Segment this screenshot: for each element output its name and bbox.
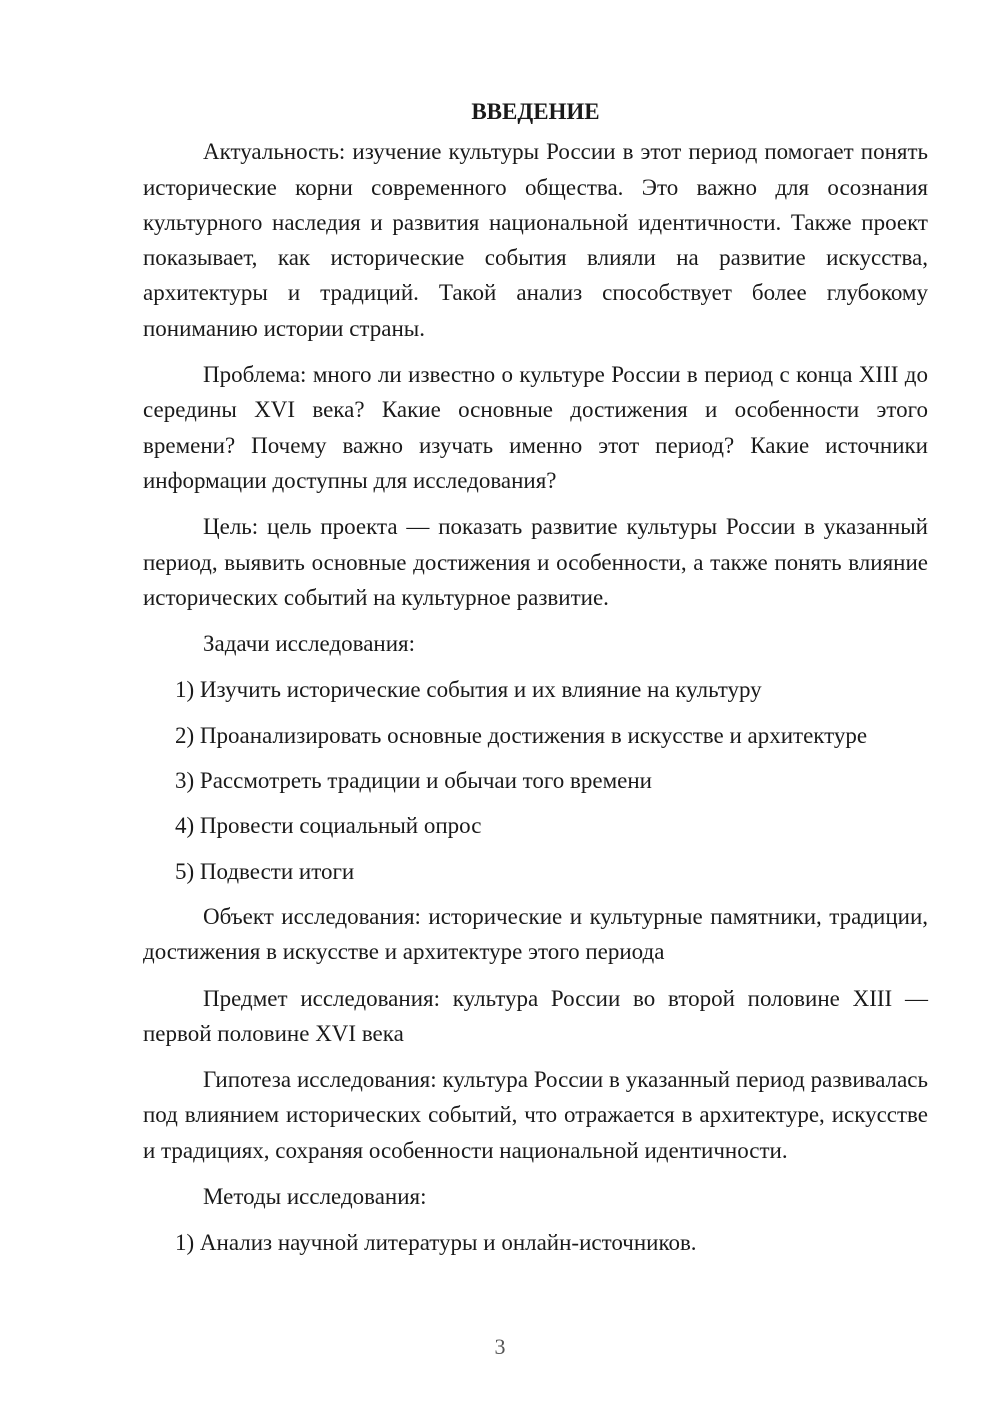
hypothesis-paragraph: Гипотеза исследования: культура России в указанный период развивалась под влиянием исторических событий, что отражается в архитектуре, искусстве и традициях, сохраняя особенности национальной идентичности. — [143, 1067, 928, 1163]
page-number: 3 — [494, 1334, 506, 1359]
object-paragraph: Объект исследования: исторические и культурные памятники, традиции, достижения в искусстве и архитектуре этого периода — [143, 903, 928, 965]
methods-list — [143, 1225, 928, 1260]
problem-paragraph: Проблема: много ли известно о культуре России в период с конца XIII до середины XVI века? Какие основные достижения и особенности этого времени? Почему важно изучать именно этот период? Какие источники информации доступны для исследования? — [143, 362, 928, 493]
task-item: 3) Рассмотреть традиции и обычаи того времени — [175, 768, 652, 794]
tasks-heading: Задачи исследования: — [203, 631, 416, 657]
task-item: 4) Провести социальный опрос — [175, 813, 482, 839]
task-item: 2) Проанализировать основные достижения в искусстве и архитектуре — [175, 722, 868, 748]
methods-heading: Методы исследования: — [203, 1184, 427, 1210]
task-item: 5) Подвести итоги — [175, 858, 355, 884]
tasks-list — [143, 672, 928, 888]
goal-paragraph: Цель: цель проекта — показать развитие культуры России в указанный период, выявить основные достижения и особенности, а также понять влияние исторических событий на культурное развитие. — [143, 514, 928, 610]
subject-paragraph: Предмет исследования: культура России во второй половине XIII — первой половине XVI века — [143, 985, 928, 1046]
section-title: ВВЕДЕНИЕ — [471, 99, 600, 124]
relevance-paragraph: Актуальность: изучение культуры России в этот период помогает понять исторические корни современного общества. Это важно для осознания культурного наследия и развития национальной идентичности. Также проект показывает, как исторические события влияли на развитие искусства, архитектуры и традиций. Такой анализ способствует более глубокому пониманию истории страны. — [143, 139, 928, 341]
method-item: 1) Анализ научной литературы и онлайн-источников. — [175, 1230, 697, 1256]
task-item: 1) Изучить исторические события и их влияние на культуру — [175, 677, 762, 703]
document-page — [143, 94, 928, 1271]
